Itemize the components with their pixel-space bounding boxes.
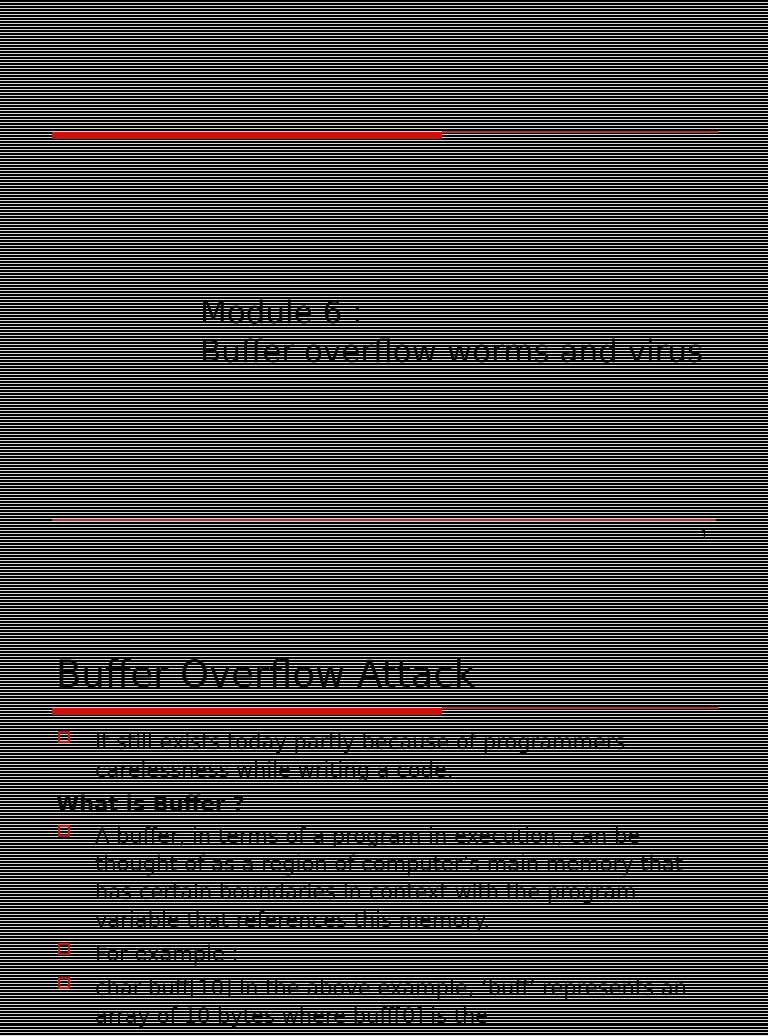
- square-outline-icon: [58, 943, 70, 955]
- square-outline-icon: [58, 977, 70, 989]
- bullet-text: It still exists today partly because of programmers carelessness while writing a code.: [95, 730, 626, 782]
- bullet-text: For example :: [95, 942, 239, 966]
- footer-rule: [52, 519, 716, 521]
- accent-rule-thick: [52, 708, 442, 715]
- slide-title-line1: Module 6 :: [200, 295, 363, 331]
- slide-title: [200, 294, 703, 372]
- bullet-text: A buffer, in terms of a program in execution, can be thought of as a region of computer’s main memory that has certain boundaries in context with the program variable that references this memory.: [95, 824, 683, 932]
- accent-rule-thick: [52, 132, 442, 139]
- slide-number: 1: [700, 528, 708, 542]
- bullet-item: [56, 974, 716, 1030]
- slide-title-line2: Buffer overflow worms and virus: [200, 334, 704, 370]
- bullet-item: [56, 728, 716, 784]
- bullet-item: [56, 822, 716, 934]
- section-title: Buffer Overflow Attack: [56, 653, 476, 696]
- accent-rule-thin: [442, 707, 719, 709]
- subheading: What is Buffer ?: [56, 792, 245, 816]
- square-outline-icon: [58, 731, 70, 743]
- square-outline-icon: [58, 825, 70, 837]
- slide-content: [56, 728, 716, 1036]
- bullet-item: [56, 940, 716, 968]
- accent-rule-thin: [442, 131, 719, 133]
- bullet-text: char buff[10] In the above example, ‘buff’ represents an array of 10 bytes where buff[0] is the: [95, 976, 687, 1028]
